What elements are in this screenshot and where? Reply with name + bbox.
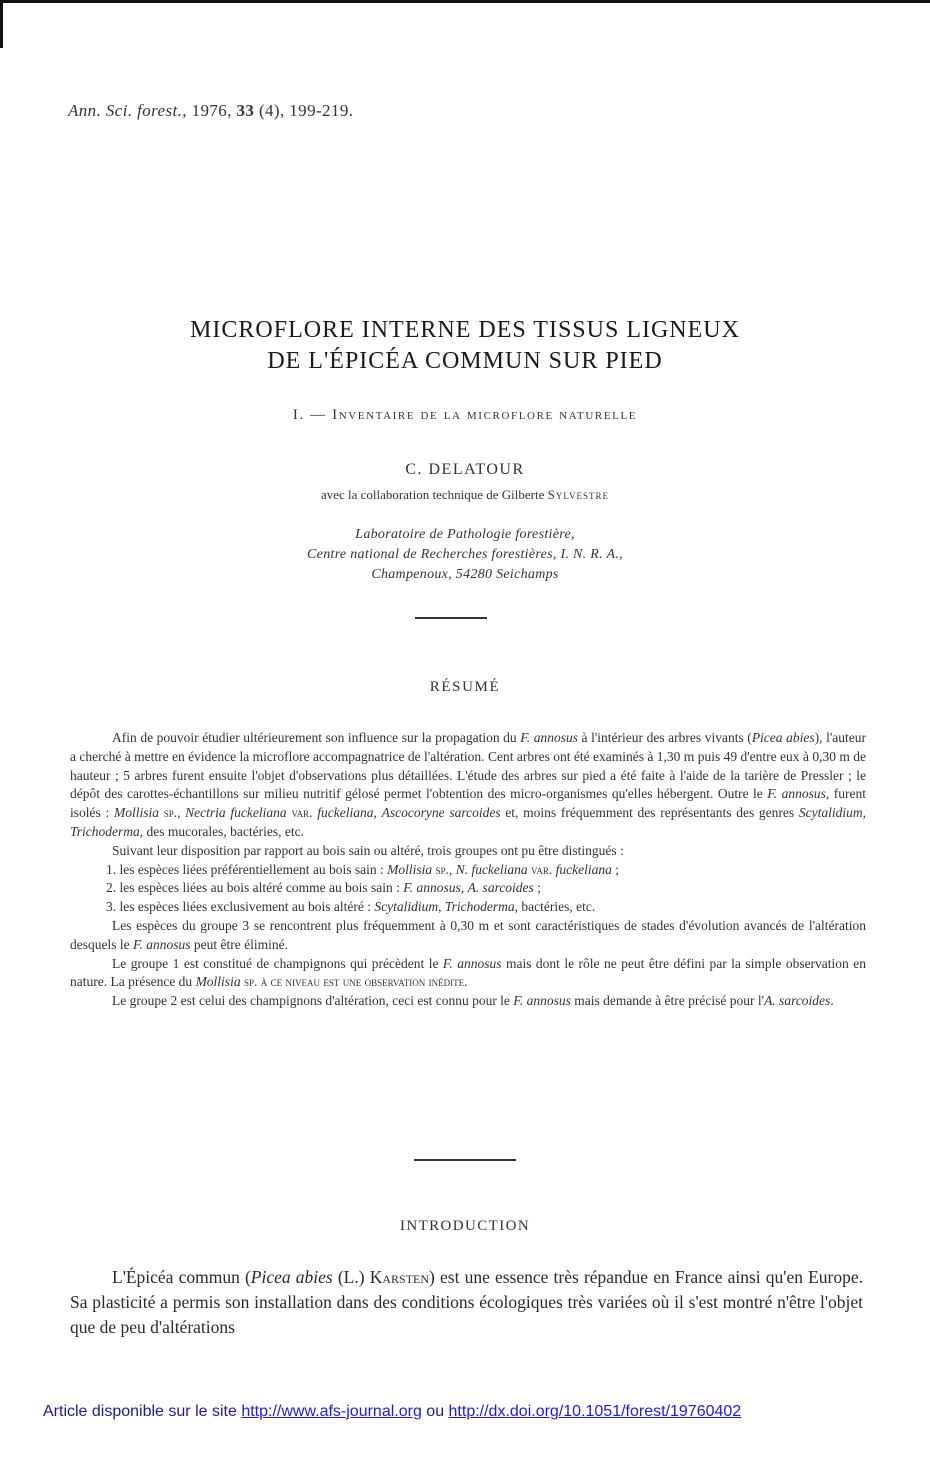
species-name: F. annosus bbox=[513, 993, 571, 1009]
journal-citation bbox=[68, 101, 353, 121]
text-run: ) est une essence très répandue en France ainsi qu'en Europe. Sa plasticité a permis son installation dans des conditions écologiques très variées où il s'est montré n'être l'objet que de peu d'altérations bbox=[70, 1267, 864, 1337]
resume-list-item-1 bbox=[70, 861, 866, 880]
resume-paragraph-3 bbox=[70, 917, 866, 955]
introduction-body bbox=[70, 1265, 863, 1340]
text-run: ), l'auteur a cherché à mettre en évidence la microflore accompagnatrice de l'altération. Cent arbres ont été examinés à 1,30 m puis 49 d'entre eux à 0,30 m de hauteur ; 5 arbres furent ensuite l'objet d'observations plus détaillées. L'étude des arbres sur pied a été faite à l'aide de la tarière de Pressler ; le dépôt des carottes-échantillons sur milieu nutritif gélosé permet l'obtention des micro-organismes qu'elles hébergent. Outre le bbox=[70, 730, 866, 802]
text-run: , bbox=[438, 899, 445, 915]
species-name: Mollisia bbox=[195, 974, 241, 990]
text-run: var. bbox=[286, 805, 318, 821]
article-title-line-1: MICROFLORE INTERNE DES TISSUS LIGNEUX bbox=[190, 317, 740, 343]
citation-year: , 1976, bbox=[182, 101, 237, 120]
species-name: N. fuckeliana bbox=[455, 861, 528, 877]
species-name: Nectria fuckeliana bbox=[185, 805, 287, 821]
text-run: et, moins fréquemment des représentants des genres bbox=[500, 805, 799, 821]
text-run: mais dont le rôle ne peut être défini par la simple observation en nature. La présence du bbox=[70, 955, 866, 990]
page-top-border bbox=[0, 0, 930, 3]
affiliation-line-3: Champenoux, 54280 Seichamps bbox=[371, 567, 559, 582]
section-divider bbox=[415, 617, 487, 619]
species-name: F. annosus bbox=[767, 786, 826, 802]
species-name: A. sarcoides bbox=[467, 880, 534, 896]
species-name: Trichoderma bbox=[70, 823, 140, 839]
citation-volume: 33 bbox=[236, 101, 255, 120]
collaboration-line bbox=[0, 487, 930, 503]
text-run: , des mucorales, bactéries, etc. bbox=[139, 823, 304, 839]
affiliation-line-2: Centre national de Recherches forestières, I. N. R. A., bbox=[307, 547, 623, 562]
species-name: Scytalidium bbox=[798, 805, 863, 821]
resume-paragraph-4 bbox=[70, 955, 866, 993]
text-run: sp., bbox=[432, 861, 456, 877]
resume-list-item-2 bbox=[70, 879, 866, 898]
author-citation: Karsten bbox=[369, 1267, 430, 1287]
doi-link[interactable]: http://dx.doi.org/10.1051/forest/19760402 bbox=[448, 1403, 742, 1420]
species-name: F. annosus bbox=[442, 955, 502, 971]
citation-issue-pages: (4), 199-219. bbox=[254, 101, 354, 120]
text-run: , furent isolés : bbox=[70, 786, 867, 821]
resume-paragraph-5 bbox=[70, 992, 866, 1011]
collaborator-name: Sylvestre bbox=[547, 487, 610, 502]
species-name: F. annosus bbox=[133, 936, 191, 952]
text-run: sp. à ce niveau est une observation inédite. bbox=[240, 974, 468, 990]
species-name: Mollisia bbox=[113, 805, 159, 821]
species-name: Mollisia bbox=[387, 861, 433, 877]
text-run: Afin de pouvoir étudier ultérieurement son influence sur la propagation du bbox=[112, 730, 521, 745]
resume-body bbox=[70, 729, 866, 1011]
text-run: , bbox=[373, 805, 382, 821]
text-run: var. bbox=[527, 861, 556, 877]
text-run: sp., bbox=[158, 805, 186, 821]
text-run: peut être éliminé. bbox=[190, 936, 288, 952]
text-run: 1. les espèces liées préférentiellement au bois sain : bbox=[106, 861, 388, 877]
text-run: , bbox=[862, 805, 867, 821]
species-name: fuckeliana bbox=[555, 861, 612, 877]
footer-middle: ou bbox=[421, 1403, 449, 1420]
text-run: Le groupe 2 est celui des champignons d'altération, ceci est connu pour le bbox=[112, 993, 514, 1009]
introduction-heading: INTRODUCTION bbox=[399, 1218, 531, 1234]
resume-paragraph-2: Suivant leur disposition par rapport au bois sain ou altéré, trois groupes ont pu être distingués : bbox=[112, 842, 624, 858]
article-title-line-2: DE L'ÉPICÉA COMMUN SUR PIED bbox=[267, 348, 663, 374]
part-subtitle: I. — Inventaire de la microflore naturelle bbox=[292, 407, 638, 423]
text-run: 2. les espèces liées au bois altéré comme au bois sain : bbox=[106, 880, 404, 896]
text-run: ; bbox=[611, 861, 620, 877]
introduction-paragraph bbox=[70, 1265, 863, 1340]
species-name: Ascocoryne sarcoides bbox=[381, 805, 501, 821]
species-name: Picea abies bbox=[250, 1267, 333, 1287]
text-run: , bactéries, etc. bbox=[514, 899, 596, 915]
text-run: 3. les espèces liées exclusivement au bois altéré : bbox=[106, 899, 375, 915]
text-run: (L.) bbox=[332, 1267, 370, 1287]
page-left-border bbox=[0, 0, 3, 48]
species-name: Scytalidium bbox=[374, 899, 439, 915]
section-divider bbox=[414, 1159, 516, 1161]
species-name: A. sarcoides bbox=[764, 993, 831, 1009]
text-run: ; bbox=[533, 880, 541, 896]
species-name: Picea abies bbox=[751, 730, 815, 745]
text-run: à l'intérieur des arbres vivants ( bbox=[577, 730, 752, 745]
text-run: Le groupe 1 est constitué de champignons qui précèdent le bbox=[112, 955, 443, 971]
journal-name: Ann. Sci. forest. bbox=[68, 101, 183, 120]
text-run: , bbox=[460, 880, 468, 896]
footer-prefix: Article disponible sur le site bbox=[43, 1403, 242, 1420]
species-name: F. annosus bbox=[520, 730, 578, 745]
species-name: Trichoderma bbox=[444, 899, 515, 915]
affiliation-line-1: Laboratoire de Pathologie forestière, bbox=[355, 527, 575, 542]
author-name: C. DELATOUR bbox=[405, 461, 525, 478]
text-run: Les espèces du groupe 3 se rencontrent plus fréquemment à 0,30 m et sont caractéristiques de stades d'évolution avancés de l'altération desquels le bbox=[70, 917, 866, 952]
species-name: fuckeliana bbox=[317, 805, 374, 821]
resume-paragraph-1 bbox=[70, 729, 866, 842]
text-run: mais demande à être précisé pour l' bbox=[570, 993, 765, 1009]
species-name: F. annosus bbox=[403, 880, 461, 896]
text-run: . bbox=[830, 993, 834, 1009]
text-run: L'Épicéa commun ( bbox=[112, 1267, 251, 1287]
resume-heading: RÉSUMÉ bbox=[429, 679, 501, 695]
availability-footer bbox=[43, 1403, 741, 1421]
journal-site-link[interactable]: http://www.afs-journal.org bbox=[241, 1403, 422, 1420]
resume-list-item-3 bbox=[70, 898, 866, 917]
collaboration-prefix: avec la collaboration technique de Gilberte bbox=[320, 487, 548, 502]
